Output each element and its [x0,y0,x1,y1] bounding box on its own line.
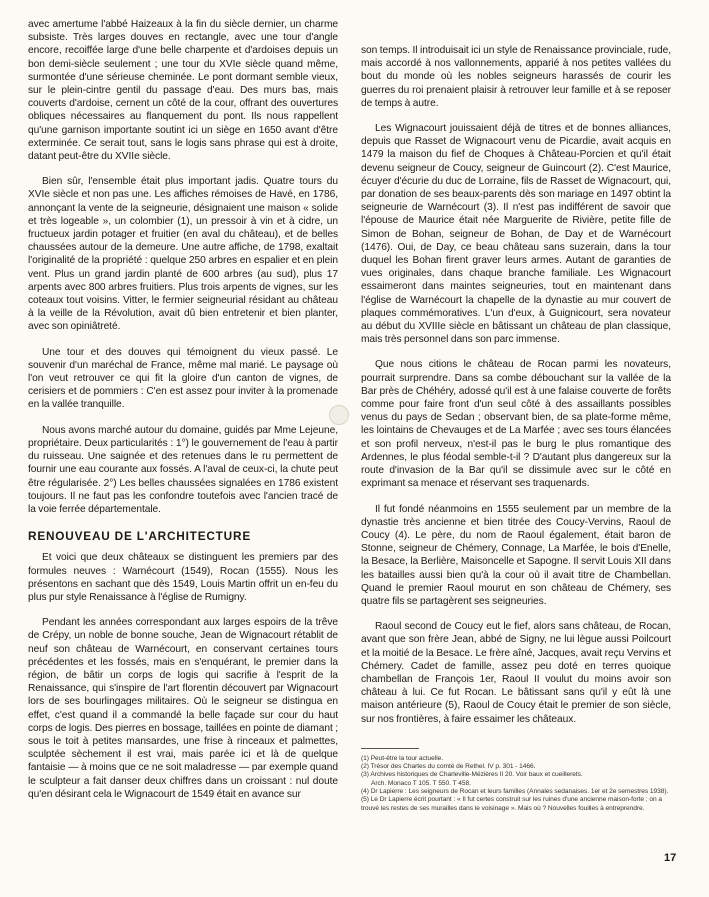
footnote: (1) Peut-être la tour actuelle. [361,754,444,762]
paragraph: son temps. Il introduisait ici un style de Renaissance provinciale, rude, mais accordé à nos vallonnements, apparié à nos petites vallées du bout du monde où les nobles seigneurs harassés de courir les guerres du roi prenaient plaisir à retrouver leur famille et à se reposer de temps à autre. [361,45,671,109]
paragraph: Il fut fondé néanmoins en 1555 seulement par un membre de la dynastie très ancienne et bien titrée des Coucy-Vervins, Raoul de Coucy (4). Le père, du nom de Raoul également, était baron de Stonne, seigneur de Chémery, Connage, La Marfée, le bois d'Enelle, la Besace, la Berlière, Maisoncelle et Sapogne. Il servit Louis XII dans les batailles aussi bien qu'à la cour où il avait titre de Chambellan. Quand le premier Raoul mourut en son château de Chémery, ses quatre fils se partagèrent ses seigneuries. [361,503,671,607]
paragraph: Bien sûr, l'ensemble était plus important jadis. Quatre tours du XVIe siècle et non pas une. Les affiches rémoises de Havé, en 1786, annonçant la vente de la seigneurie, désignaient une maison « solide et très logeable », un colombier (1), un pressoir à vin et à cidre, un fructueux jardin potager et fruitier (en aval du château), et de belles chaussées autour de la demeure. Une autre affiche, de 1798, exaltait l'originalité de la propriété : quelque 250 arbres en espalier et en plein vent. Plus un grand jardin planté de 600 arbres (au sud), plus 17 arpents avec 800 arbres fruitiers. Plus trois arpents de vignes, sur les coteaux tout voisins. Vitter, le fermier seigneurial résidant au château à la veille de la Révolution, avait dû bien entretenir et bien planter, avec son opiniâtreté. [28,176,338,333]
paragraph: Les Wignacourt jouissaient déjà de titres et de bonnes alliances, depuis que Rasset de Wignacourt venu de Picardie, avait acquis en 1479 la maison du fief de Choques à Château-Porcien et qu'il était devenu seigneur de Coucy, seigneur de Guincourt (2). C'est Maurice, écuyer d'écurie du duc de Lorraine, fils de Rasset de Wignacourt, qui, par donation de ses beaux-parents dès son mariage en 1497 obtint la seigneurie de Warnécourt (3). Il n'est pas indifférent de savoir que l'épouse de Maurice était née Marguerite de Rivière, petite fille de Simon de Bohan, seigneur de Bohan, de Day et de Warnécourt (1476). Oui, de Day, ce beau château sans suzerain, dans la tour duquel les Bohan firent graver leurs armes. Autant de garanties de vues originales, dans chaque branche familiale. Les Wignacourt essaimeront dans maintes seigneuries, tout en maintenant dans l'église de Warnécourt la chapelle de la dynastie au mur couvert de plaques commémoratives. L'un d'eux, à Guignicourt, sera novateur au début du XVIIIe siècle en bâtissant un château de plan classique, mais très personnel dans son parc immense. [361,123,671,346]
left-column [28,18,338,813]
paragraph: Raoul second de Coucy eut le fief, alors sans château, de Rocan, avant que son frère Jean, abbé de Signy, ne lui lègue aussi Poilcourt et la moitié de la Besace. Le frère aîné, Jacques, avait reçu Vervins et Chémery. Cadet de famille, assez peu doté en terres quoique chambellan de François 1er, Raoul II voulut du moins avoir son château à lui. Ce fut Rocan. Le bâtissant sans qu'il y eût là une maison antérieure (5), Raoul de Coucy était le premier de son siècle, sur nos frontières, à faire essaimer les châteaux. [361,621,671,725]
binding-hole-mark [329,405,349,425]
page-number: 17 [664,852,677,864]
right-column [361,44,671,813]
footnote: (5) Le Dr Lapierre écrit pourtant : « Il fut certes construit sur les ruines d'une ancienne maison-forte ; on a trouvé les restes de ses murailles dans le voisinage ». Mais où ? Nouvelles fouilles à entreprendre. [361,796,663,812]
footnote: Arch. Monaco T 105. T 550. T 458. [371,779,471,787]
paragraph: avec amertume l'abbé Haizeaux à la fin du siècle dernier, un charme subsiste. Très larges douves en rectangle, avec une tour d'angle encore, recoiffée large d'une belle charpente et d'ardoises depuis un bon demi-siècle seulement ; une tour du XVIe siècle quand même, surmontée d'une sérieuse cheminée. Le pont dormant semble vieux, sur le plein-cintre gentil du passage d'eau. Des murs bas, mais couverts d'ardoise, cernent un côté de la cour, offrant des ouvertures obliques nécessaires au flanquement du pont. Ils nous rappellent qu'une garnison importante soutint ici un siège en 1650 avant d'être exterminée. Ce serait tout, sans le logis sans phrase qui est à droite, datant peut-être du XVIIe siècle. [28,19,338,163]
footnote: (2) Trésor des Chartes du comté de Rethel. IV p. 301 - 1466. [361,763,536,771]
paragraph: Que nous citions le château de Rocan parmi les novateurs, pourrait surprendre. Dans sa combe débouchant sur la vallée de la Bar près de Chéhéry, adossé qu'il est à une falaise couverte de forêts comme pour faire front d'un seul côté à des assaillants possibles venus du pays de Sedan ; observant bien, de sa plate-forme même, les lointains de Chevauges et de La Marfée ; avec ses tours élancées et son profil nerveux, n'est-il pas le burg le plus romantique des Ardennes, le plus féodal semble-t-il ? D'autant plus dangereux sur la route d'invasion de la Bar qu'il se dissimule avec sur le côté en exprimant sa menace et réservant ses traquenards. [361,359,671,490]
footnote: (4) Dr Lapierre : Les seigneurs de Rocan et leurs familles (Annales sedanaises. 1er et 2e semestres 1938). [361,787,669,795]
footnote: (3) Archives historiques de Charleville-Mézières II 20. Voir baux et cueillerets. [361,771,583,779]
footnotes [361,755,671,813]
section-heading: RENOUVEAU DE L'ARCHITECTURE [28,529,251,544]
paragraph: Et voici que deux châteaux se distinguent les premiers par des formules neuves : Warnécourt (1549), Rocan (1555). Nous les présentons en sachant que dès 1549, Louis Martin offrit un en-feu du plus pur style Renaissance à l'église de Rumigny. [28,552,338,603]
paragraph: Pendant les années correspondant aux larges espoirs de la trêve de Crépy, un noble de bonne souche, Jean de Wignacourt rétablit de neuf son château de Warnécourt, en conservant certaines tours précédentes et les fossés, mais en s'enquérant, le premier dans la région, de bâtir un corps de logis qui sacrifie à l'esprit de la Renaissance, qui s'inspire de l'art florentin découvert par Wignacourt lors de ses bourlingages militaires. Où le seigneur se distingua en effet, c'est quand il a commandé la belle façade sur cour du haut corps de logis. Des pierres en bossage, taillées en pointe de diamant ; sous le toit à petites mansardes, une frise à rinceaux et palmettes, sculptée sèchement il est vrai, mais parée ici et là de quelque fantaisie — à moins que ce ne soit maladresse — par exemple quand le sculpteur a fait danser deux chiffres dans un croissant : nul doute qu'en désirant cela le Wignacourt de 1549 était en avance sur [28,617,338,800]
footnote-divider [361,748,419,749]
paragraph: Une tour et des douves qui témoignent du vieux passé. Le souvenir d'un maréchal de France, même mal marié. Le paysage où l'on veut retrouver ce qui fit la gloire d'un canton de vignes, de cerisiers et de pommiers : C'en est assez pour inviter à la promenade en la vallée tranquille. [28,346,338,411]
paragraph: Nous avons marché autour du domaine, guidés par Mme Lejeune, propriétaire. Deux particularités : 1°) le gouvernement de l'eau à partir du ruisseau. Une saignée et des retenues dans le ru permettent de fournir une eau courante aux fossés. A l'aval de ceux-ci, la chute peut être régularisée. 2°) Les belles chaussées signalées en 1786 existent toujours. Il ne faut pas les confondre toutefois avec l'ancien tracé de la voie ferrée départementale. [28,424,338,515]
